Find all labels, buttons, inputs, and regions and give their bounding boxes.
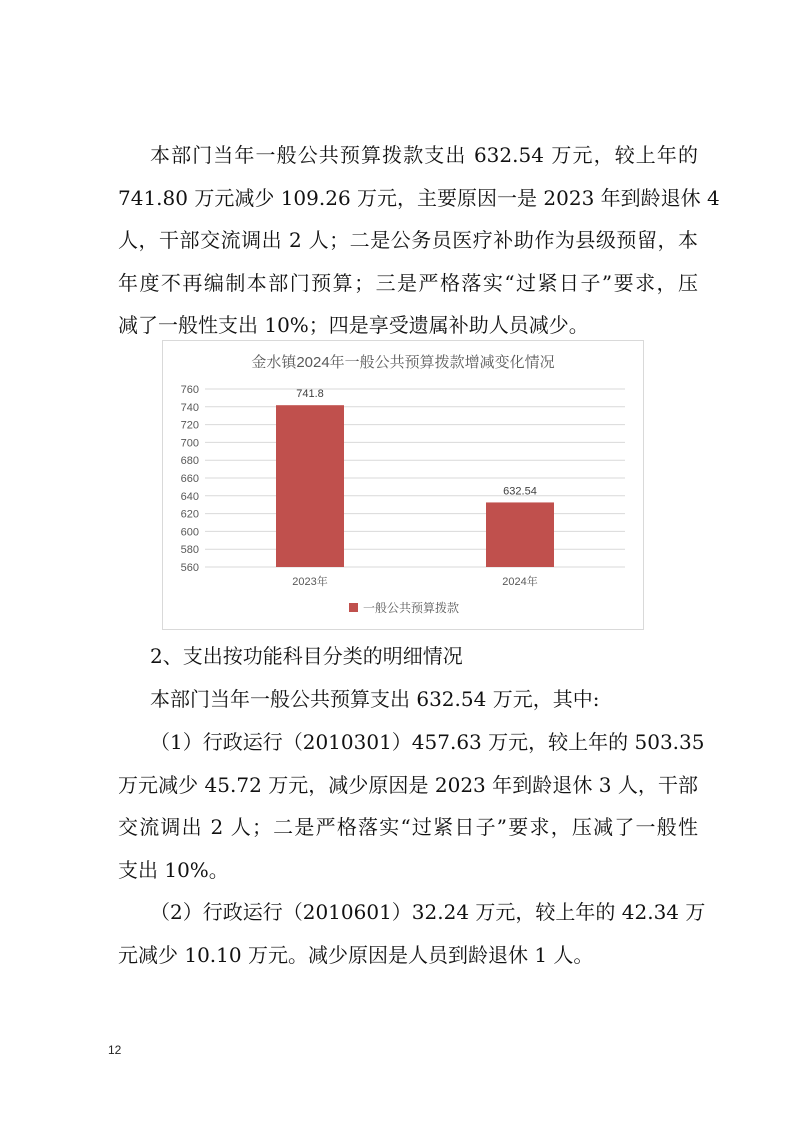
bar-2023年	[276, 405, 344, 567]
y-tick-label: 760	[180, 384, 199, 396]
section-intro: 本部门当年一般公共预算支出 632.54 万元，其中:	[150, 687, 600, 711]
data-label: 632.54	[503, 485, 537, 498]
y-tick-label: 680	[180, 455, 199, 468]
section-heading: 2、支出按功能科目分类的明细情况	[150, 644, 463, 668]
data-label: 741.8	[296, 388, 324, 401]
chart-title: 金水镇2024年一般公共预算拨款增减变化情况	[251, 354, 555, 371]
paragraph-line: 元减少 10.10 万元。减少原因是人员到龄退休 1 人。	[118, 943, 594, 967]
grid-lines	[205, 389, 625, 567]
chart-legend	[349, 600, 459, 615]
y-tick-label: 620	[180, 508, 199, 521]
paragraph-line: 交流调出 2 人；二是严格落实“过紧日子”要求，压减了一般性	[118, 815, 698, 839]
paragraph-line: 741.80 万元减少 109.26 万元，主要原因一是 2023 年到龄退休 4	[118, 186, 720, 210]
y-axis-ticks	[181, 384, 199, 574]
paragraph-line: （2）行政运行（2010601）32.24 万元，较上年的 42.34 万	[150, 900, 706, 924]
x-tick-label: 2023年	[292, 576, 328, 588]
page-number: 12	[108, 1043, 122, 1057]
paragraph-line: 年度不再编制本部门预算；三是严格落实“过紧日子”要求，压	[118, 271, 698, 295]
y-tick-label: 660	[180, 473, 199, 485]
paragraph-line: 支出 10%。	[118, 858, 229, 882]
paragraph-line: 本部门当年一般公共预算拨款支出 632.54 万元，较上年的	[150, 143, 698, 167]
y-tick-label: 740	[180, 401, 199, 414]
y-tick-label: 600	[180, 526, 199, 539]
x-tick-label: 2024年	[502, 576, 538, 588]
y-tick-label: 720	[180, 419, 199, 432]
y-tick-label: 560	[180, 562, 199, 574]
y-tick-label: 640	[180, 490, 199, 503]
y-tick-label: 700	[180, 437, 199, 450]
paragraph-line: 减了一般性支出 10%；四是享受遗属补助人员减少。	[118, 313, 589, 337]
y-tick-label: 580	[180, 544, 199, 557]
legend-label: 一般公共预算拨款	[363, 601, 460, 615]
bar-2024年	[486, 502, 554, 567]
paragraph-line: 人，干部交流调出 2 人；二是公务员医疗补助作为县级预留，本	[118, 228, 698, 252]
paragraph-line: 万元减少 45.72 万元，减少原因是 2023 年到龄退休 3 人，干部	[118, 773, 698, 797]
x-axis-ticks	[292, 574, 537, 588]
budget-change-chart	[162, 340, 644, 630]
paragraph-line: （1）行政运行（2010301）457.63 万元，较上年的 503.35	[150, 730, 705, 754]
chart-canvas	[163, 341, 643, 629]
legend-swatch	[349, 603, 358, 612]
